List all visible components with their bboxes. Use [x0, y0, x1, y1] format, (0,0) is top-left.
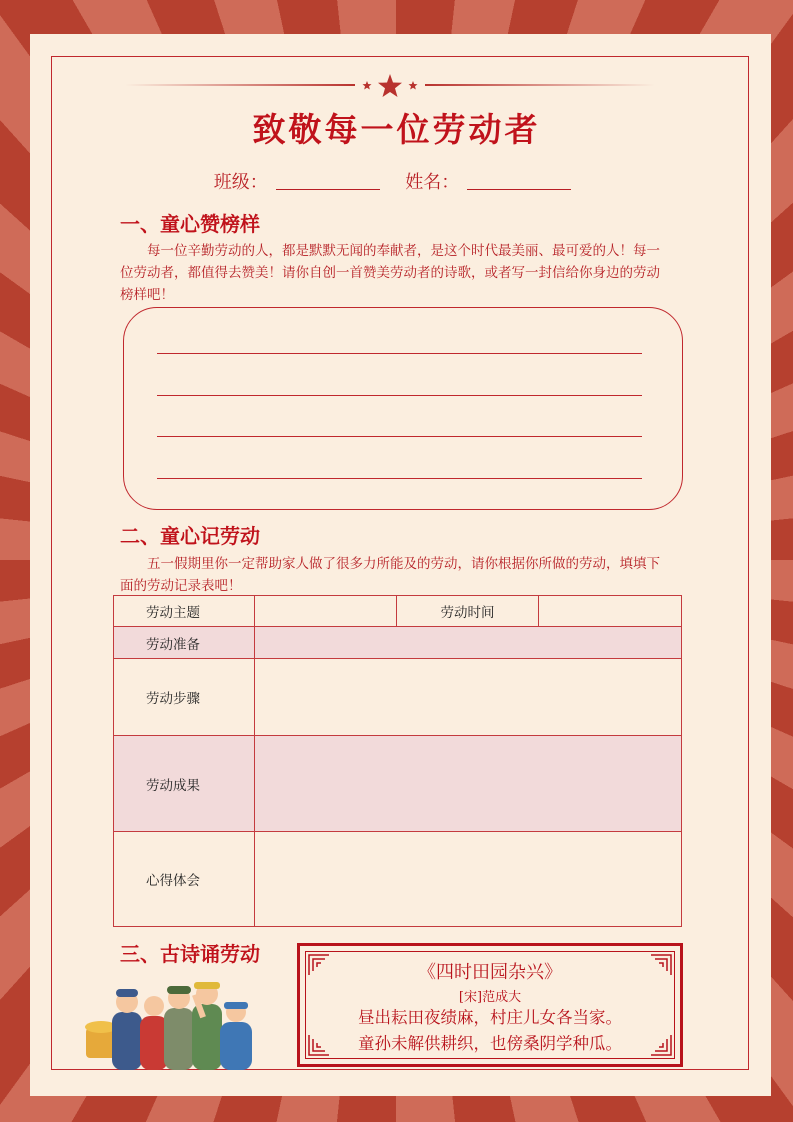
table-row [114, 736, 682, 832]
prep-input-cell[interactable] [255, 627, 682, 659]
result-label-cell: 劳动成果 [114, 736, 255, 832]
section2-paragraph: 五一假期里你一定帮助家人做了很多力所能及的劳动，请你根据你所做的劳动，填填下面的劳动记录表吧！ [120, 556, 660, 594]
labor-record-table [113, 595, 682, 927]
writing-line [157, 395, 642, 396]
writing-line [157, 478, 642, 479]
section1-paragraph: 每一位辛勤劳动的人，都是默默无闻的奉献者，是这个时代最美丽、最可爱的人！每一位劳动者，都值得去赞美！请你自创一首赞美劳动者的诗歌，或者写一封信给你身边的劳动榜样吧！ [120, 243, 660, 303]
section3-heading: 三、古诗诵劳动 [120, 942, 260, 966]
class-blank[interactable] [276, 189, 380, 190]
reflection-input-cell[interactable] [255, 832, 682, 927]
theme-input-cell[interactable] [255, 596, 397, 627]
header-line-right [425, 84, 655, 86]
time-label-cell: 劳动时间 [397, 596, 539, 627]
time-input-cell[interactable] [539, 596, 682, 627]
table-row [114, 627, 682, 659]
table-row [114, 832, 682, 927]
poem-title: 《四时田园杂兴》 [418, 962, 562, 983]
steps-input-cell[interactable] [255, 659, 682, 736]
workers-illustration-icon [76, 982, 276, 1070]
section2-heading: 二、童心记劳动 [120, 524, 260, 548]
name-blank[interactable] [467, 189, 571, 190]
poem-line-1: 昼出耘田夜绩麻，村庄儿女各当家。 [358, 1008, 622, 1027]
section1-heading: 一、童心赞榜样 [120, 212, 260, 236]
reflection-label-cell: 心得体会 [114, 832, 255, 927]
writing-box[interactable] [123, 307, 683, 510]
star-ornament-icon [355, 72, 425, 98]
theme-label-cell: 劳动主题 [114, 596, 255, 627]
result-input-cell[interactable] [255, 736, 682, 832]
table-row [114, 659, 682, 736]
class-label: 班级： [213, 172, 268, 193]
steps-label-cell: 劳动步骤 [114, 659, 255, 736]
poem-author: [宋]范成大 [458, 990, 522, 1005]
poem-box [297, 943, 683, 1067]
header-line-left [125, 84, 355, 86]
writing-line [157, 436, 642, 437]
table-row [114, 596, 682, 627]
student-info-row [0, 168, 793, 194]
prep-label-cell: 劳动准备 [114, 627, 255, 659]
poem-line-2: 童孙未解供耕织，也傍桑阴学种瓜。 [358, 1034, 622, 1053]
page-title: 致敬每一位劳动者 [252, 110, 541, 149]
name-label: 姓名： [405, 172, 460, 193]
writing-line [157, 353, 642, 354]
